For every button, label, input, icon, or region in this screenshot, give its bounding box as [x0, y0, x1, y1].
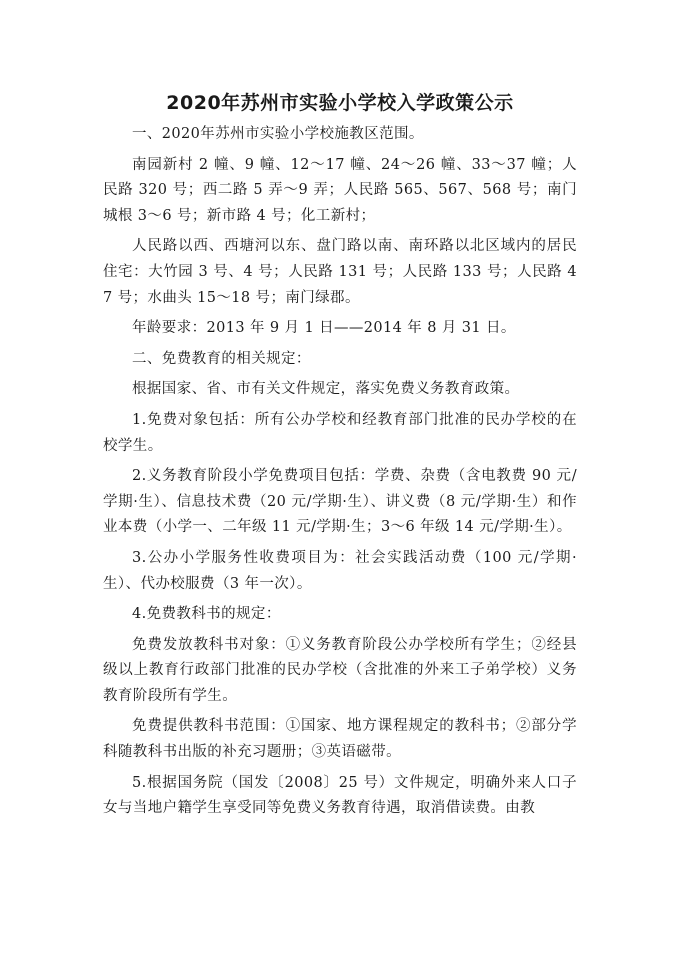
paragraph-district-list-1: 南园新村 2 幢、9 幢、12～17 幢、24～26 幢、33～37 幢；人民路 320 号；西二路 5 弄～9 弄；人民路 565、567、568 号；南门城根 3～6 号；新市路 4 号；化工新村；	[103, 156, 577, 224]
paragraph-age-requirement: 年龄要求：2013 年 9 月 1 日——2014 年 8 月 31 日。	[132, 320, 516, 337]
section-heading-school-district: 一、2020年苏州市实验小学校施教区范围。	[132, 126, 424, 142]
document-page	[103, 88, 577, 827]
paragraph-item-1: 1.免费对象包括：所有公办学校和经教育部门批准的民办学校的在校学生。	[103, 411, 577, 454]
paragraph-item-3: 3.公办小学服务性收费项目为：社会实践活动费（100 元/学期·生）、代办校服费（3 年一次）。	[103, 549, 577, 592]
document-title: 2020年苏州市实验小学校入学政策公示	[166, 92, 514, 114]
paragraph-district-list-2: 人民路以西、西塘河以东、盘门路以南、南环路以北区域内的居民住宅：大竹园 3 号、4 号；人民路 131 号；人民路 133 号；人民路 47 号；水曲头 15～18 号；南门绿郡。	[103, 238, 577, 306]
section-heading-free-education: 二、免费教育的相关规定：	[132, 350, 311, 367]
paragraph-item-4: 4.免费教科书的规定：	[132, 606, 281, 623]
paragraph-policy-basis: 根据国家、省、市有关文件规定，落实免费义务教育政策。	[132, 381, 520, 398]
paragraph-textbook-scope: 免费提供教科书范围：①国家、地方课程规定的教科书；②部分学科随教科书出版的补充习题册；③英语磁带。	[103, 718, 577, 761]
paragraph-item-2: 2.义务教育阶段小学免费项目包括：学费、杂费（含电教费 90 元/学期·生）、信息技术费（20 元/学期·生）、讲义费（8 元/学期·生）和作业本费（小学一、二年级 11 元/学期·生；3～6 年级 14 元/学期·生）。	[103, 468, 577, 536]
paragraph-item-5: 5.根据国务院（国发〔2008〕25 号）文件规定，明确外来人口子女与当地户籍学生享受同等免费义务教育待遇，取消借读费。由教	[103, 774, 577, 817]
paragraph-textbook-recipients: 免费发放教科书对象：①义务教育阶段公办学校所有学生；②经县级以上教育行政部门批准的民办学校（含批准的外来工子弟学校）义务教育阶段所有学生。	[103, 636, 577, 704]
